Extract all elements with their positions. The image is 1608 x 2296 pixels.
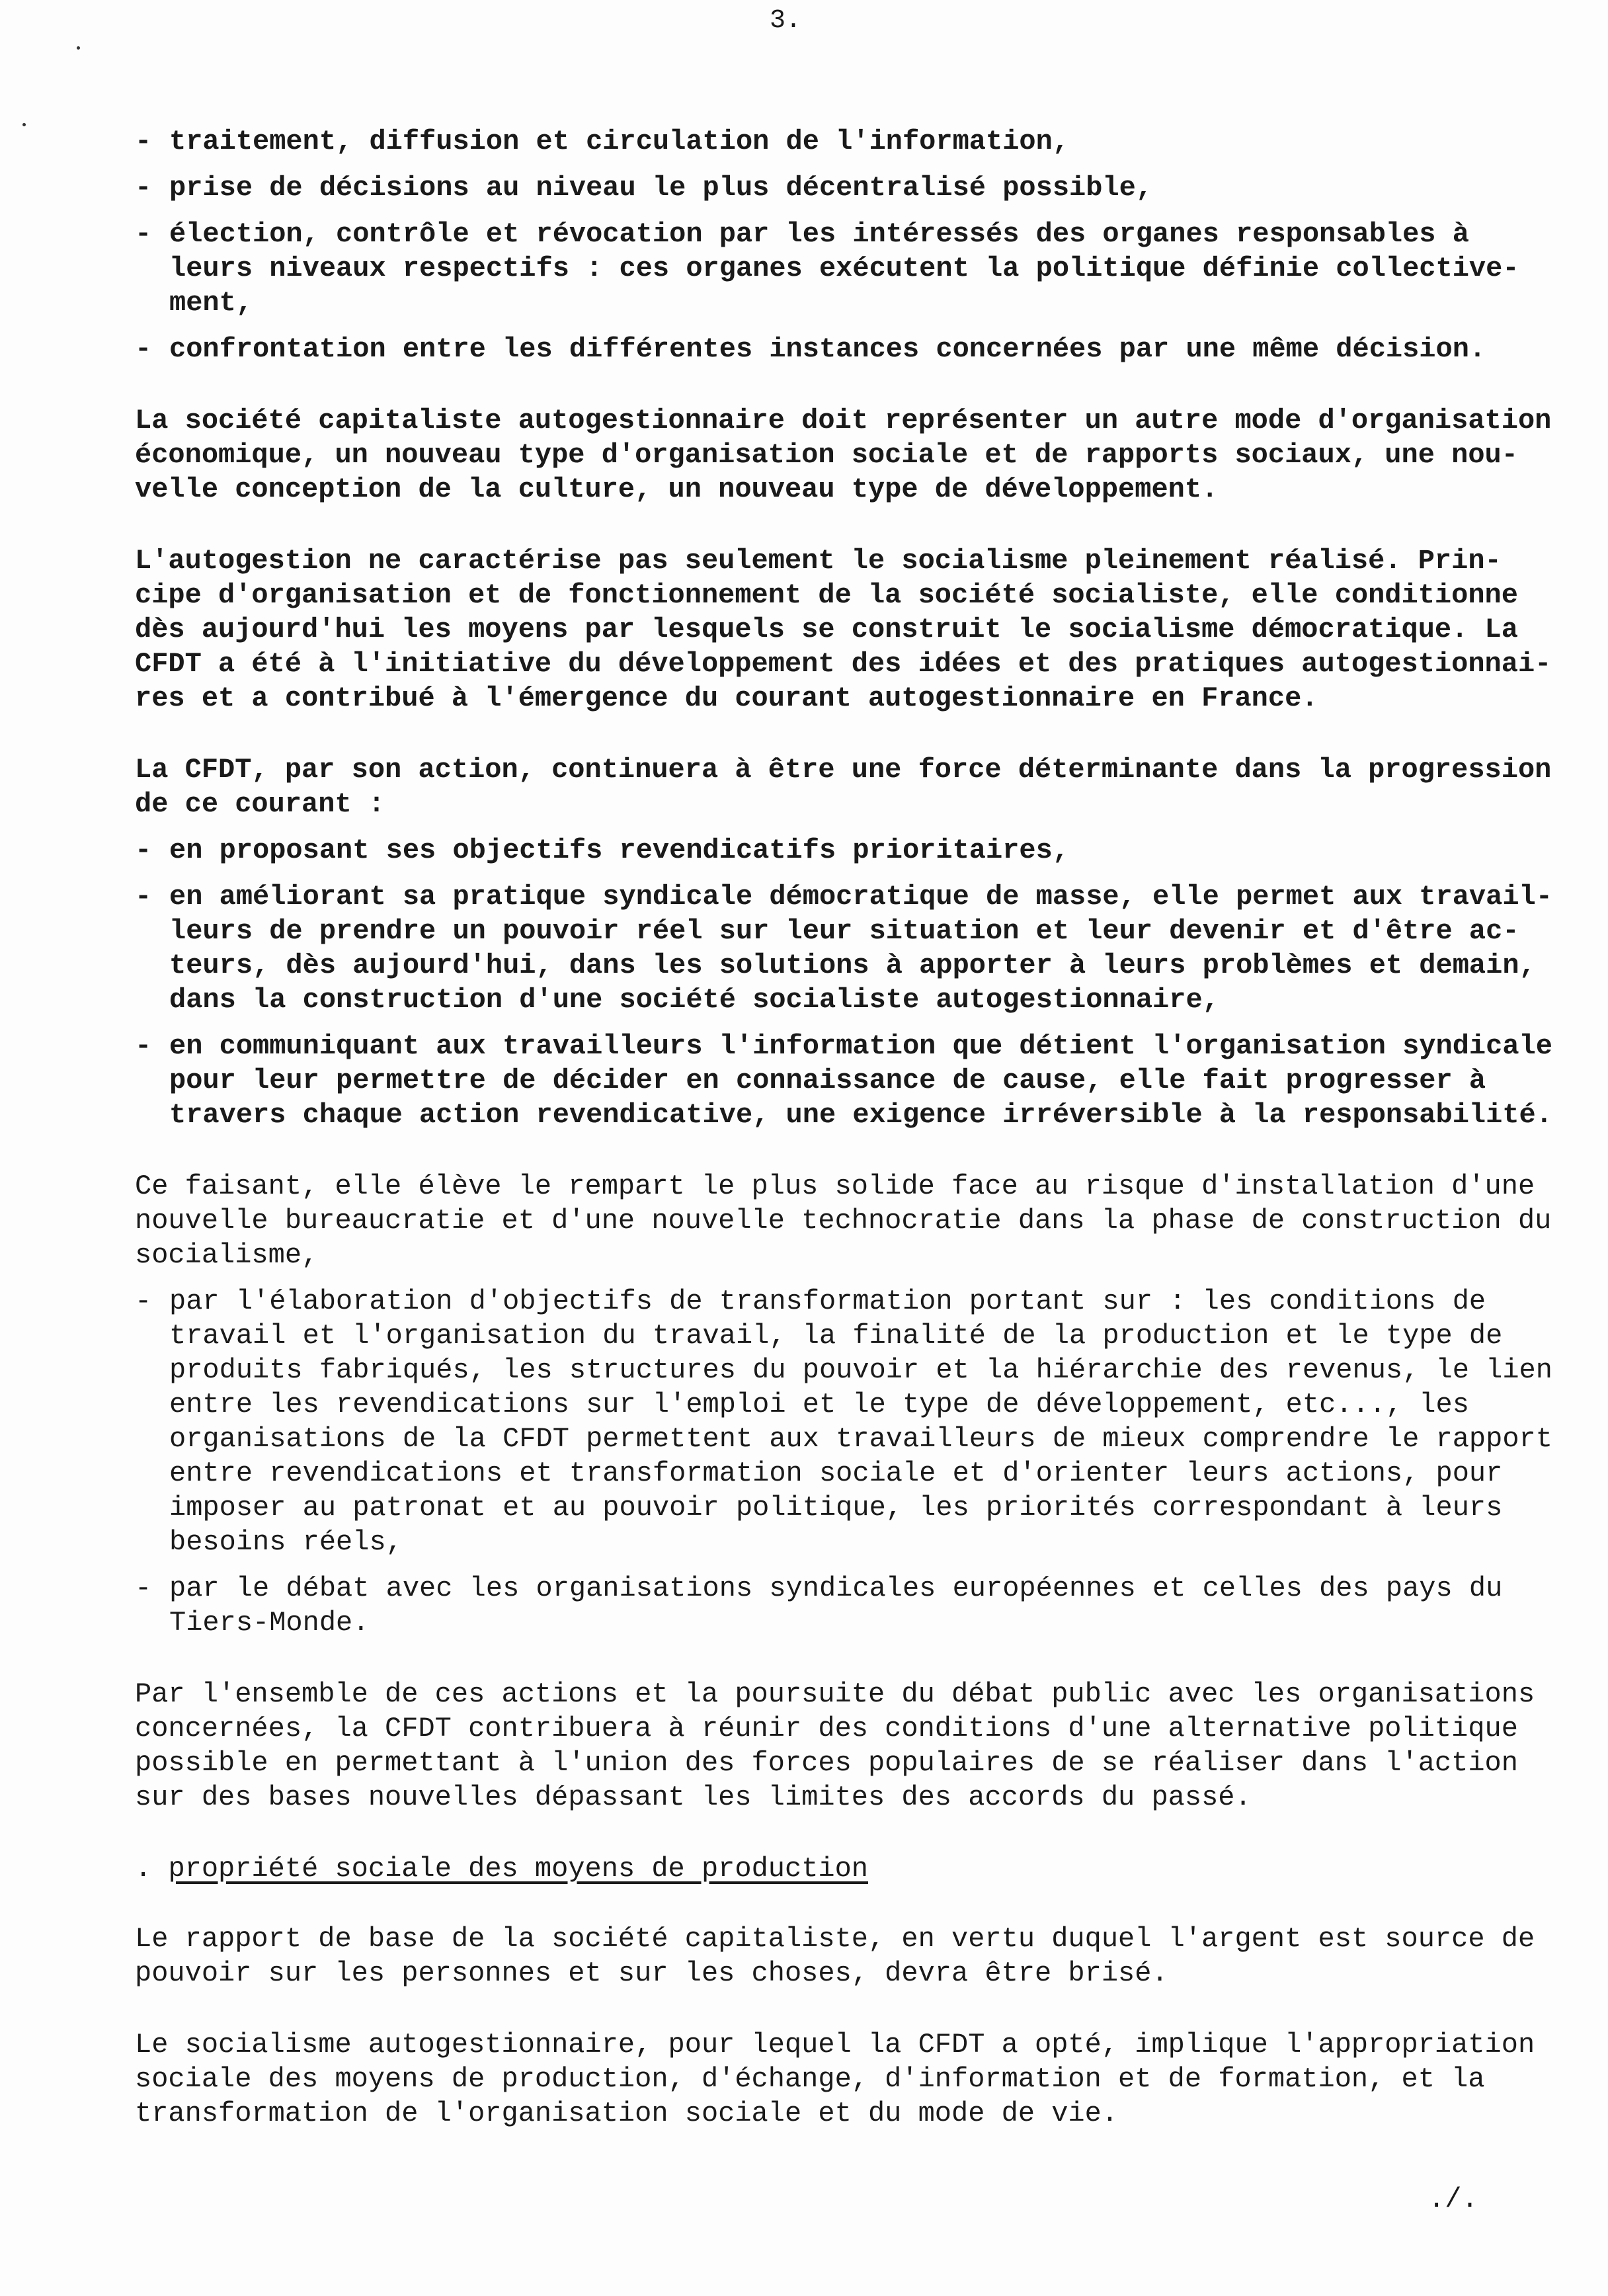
bullet-dash: - xyxy=(135,1030,152,1062)
paragraph: La CFDT, par son action, continuera à être une force déterminante dans la progression de ce courant : xyxy=(135,754,1552,820)
bullet-dash: - xyxy=(135,218,152,250)
bullet-dash: - xyxy=(135,172,152,204)
bullet-dash: - xyxy=(135,126,152,157)
list-item xyxy=(135,332,1563,366)
list-item xyxy=(135,124,1563,159)
list-item xyxy=(135,1284,1563,1559)
paragraph: Par l'ensemble de ces actions et la poursuite du débat public avec les organisations concernées, la CFDT contribuera à réunir des conditions d'une alternative politique possible en permettant à l'union des forces populaires de se réaliser dans l'action sur des bases nouvelles dépassant les limites des accords du passé. xyxy=(135,1678,1535,1813)
bullet-dash: - xyxy=(135,1286,152,1317)
bullet-dash: - xyxy=(135,835,152,866)
list-item xyxy=(135,1571,1563,1640)
list-item-text: en proposant ses objectifs revendicatifs prioritaires, xyxy=(169,835,1070,866)
list-item xyxy=(135,217,1563,320)
paragraph: La société capitaliste autogestionnaire doit représenter un autre mode d'organisation économique, un nouveau type d'organisation sociale et de rapports sociaux, une nou-velle conception de la culture, un nouveau type de développement. xyxy=(135,405,1552,505)
document-body xyxy=(135,124,1563,2168)
list-item xyxy=(135,1029,1563,1132)
list-item-text: élection, contrôle et révocation par les intéressés des organes responsables à leurs niveaux respectifs : ces organes exécutent la politique définie collective-ment, xyxy=(169,218,1519,319)
lower-section xyxy=(135,1169,1563,2131)
list-item xyxy=(135,171,1563,205)
list-item-text: prise de décisions au niveau le plus décentralisé possible, xyxy=(169,172,1153,204)
list-item-text: en améliorant sa pratique syndicale démocratique de masse, elle permet aux travail-leurs de prendre un pouvoir réel sur leur situation et leur devenir et d'être ac-teurs, dès aujourd'hui, dans les solutions à apporter à leurs problèmes et demain, dans la construction d'une société socialiste autogestionnaire, xyxy=(169,881,1552,1016)
list-item-text: par l'élaboration d'objectifs de transformation portant sur : les conditions de travail et l'organisation du travail, la finalité de la production et le type de produits fabriqués, les structures du pouvoir et la hiérarchie des revenus, le lien entre les revendications sur l'emploi et le type de développement, etc..., les organisations de la CFDT permettent aux travailleurs de mieux comprendre le rapport entre revendications et transformation sociale et d'orienter leurs actions, pour imposer au patronat et au pouvoir politique, les priorités correspondant à leurs besoins réels, xyxy=(169,1286,1552,1558)
paragraph: Le rapport de base de la société capitaliste, en vertu duquel l'argent est source de pouvoir sur les personnes et sur les choses, devra être brisé. xyxy=(135,1923,1535,1989)
list-item-text: en communiquant aux travailleurs l'information que détient l'organisation syndicale pour leur permettre de décider en connaissance de cause, elle fait progresser à travers chaque action revendicative, une exigence irréversible à la responsabilité. xyxy=(169,1030,1552,1131)
paragraph: Le socialisme autogestionnaire, pour lequel la CFDT a opté, implique l'appropriation sociale des moyens de production, d'échange, d'information et de formation, et la transformation de l'organisation sociale et du mode de vie. xyxy=(135,2029,1535,2129)
paragraph: L'autogestion ne caractérise pas seulement le socialisme pleinement réalisé. Prin-cipe d'organisation et de fonctionnement de la société socialiste, elle conditionne dès aujourd'hui les moyens par lesquels se construit le socialisme démocratique. La CFDT a été à l'initiative du développement des idées et des pratiques autogestionnai-res et a contribué à l'émergence du courant autogestionnaire en France. xyxy=(135,545,1552,714)
scan-speck xyxy=(77,46,80,50)
scan-speck xyxy=(22,123,26,126)
list-item-text: par le débat avec les organisations syndicales européennes et celles des pays du Tiers-Monde. xyxy=(169,1573,1503,1639)
list-item-text: confrontation entre les différentes instances concernées par une même décision. xyxy=(169,333,1486,365)
section-title: propriété sociale des moyens de production xyxy=(168,1853,869,1885)
continuation-mark: ./. xyxy=(1428,2184,1478,2215)
section-heading xyxy=(135,1852,1563,1886)
page-number: 3. xyxy=(770,6,802,36)
bullet-dash: - xyxy=(135,1573,152,1604)
section-bullet: . xyxy=(135,1853,152,1885)
bullet-dash: - xyxy=(135,333,152,365)
list-item-text: traitement, diffusion et circulation de l'information, xyxy=(169,126,1070,157)
bullet-dash: - xyxy=(135,881,152,913)
bullet-list-top xyxy=(135,124,1563,1132)
list-item xyxy=(135,833,1563,868)
list-item xyxy=(135,880,1563,1017)
paragraph: Ce faisant, elle élève le rempart le plus solide face au risque d'installation d'une nouvelle bureaucratie et d'une nouvelle technocratie dans la phase de construction du socialisme, xyxy=(135,1170,1552,1271)
